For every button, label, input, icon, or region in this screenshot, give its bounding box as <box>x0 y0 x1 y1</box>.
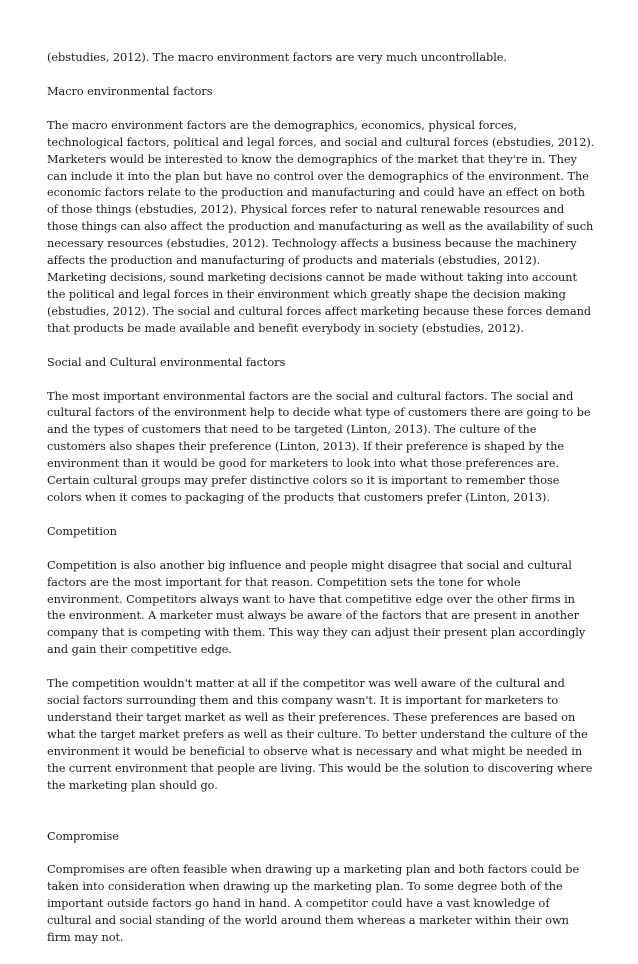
paragraph-macro-factors: The macro environment factors are the demographics, economics, physical forces, technological factors, political and legal forces, and social and cultural forces (ebstudies, 2012). Marketers would be interested to know the demographics of the market that they're in. They can include it into the plan but have no control over the demographics of the environment. The economic factors relate to the production and manufacturing and could have an effect on both of those things (ebstudies, 2012). Physical forces refer to natural renewable resources and those things can also affect the production and manufacturing as well as the availability of such necessary resources (ebstudies, 2012). Technology affects a business because the machinery affects the production and manufacturing of products and materials (ebstudies, 2012). Marketing decisions, sound marketing decisions cannot be made without taking into account the political and legal forces in their environment which greatly shape the decision making (ebstudies, 2012). The social and cultural forces affect marketing because these forces demand that products be made available and benefit everybody in society (ebstudies, 2012). <box>47 118 595 335</box>
heading-macro-environmental-factors: Macro environmental factors <box>47 84 213 98</box>
paragraph-continuation: (ebstudies, 2012). The macro environment factors are very much uncontrollable. <box>47 51 507 64</box>
paragraph-social-cultural: The most important environmental factors are the social and cultural factors. The social and cultural factors of the environment help to decide what type of customers there are going to be and the types of customers that need to be targeted (Linton, 2013). The culture of the customers also shapes their preference (Linton, 2013). If their preference is shaped by the environment than it would be good for marketers to look into what those preferences are. Certain cultural groups may prefer distinctive colors so it is important to remember those colors when it comes to packaging of the products that customers prefer (Linton, 2013). <box>47 389 591 504</box>
heading-compromise: Compromise <box>47 829 119 843</box>
paragraph-compromise: Compromises are often feasible when drawing up a marketing plan and both factors could be taken into consideration when drawing up the marketing plan. To some degree both of the important outside factors go hand in hand. A competitor could have a vast knowledge of cultural and social standing of the world around them whereas a marketer within their own firm may not. <box>47 863 580 945</box>
paragraph-competition-1: Competition is also another big influence and people might disagree that social and cultural factors are the most important for that reason. Competition sets the tone for whole environment. Competitors always want to have that competitive edge over the other firms in the environment. A marketer must always be aware of the factors that are present in another company that is competing with them. This way they can adjust their present plan accordingly and gain their competitive edge. <box>47 558 586 657</box>
document-page <box>47 50 595 964</box>
paragraph-competition-2: The competition wouldn't matter at all if the competitor was well aware of the cultural and social factors surrounding them and this company wasn't. It is important for marketers to understand their target market as well as their preferences. These preferences are based on what the target market prefers as well as their culture. To better understand the culture of the environment it would be beneficial to observe what is necessary and what might be needed in the current environment that people are living. This would be the solution to discovering where the marketing plan should go. <box>47 677 593 792</box>
heading-social-cultural-factors: Social and Cultural environmental factors <box>47 355 286 369</box>
heading-competition: Competition <box>47 524 117 538</box>
